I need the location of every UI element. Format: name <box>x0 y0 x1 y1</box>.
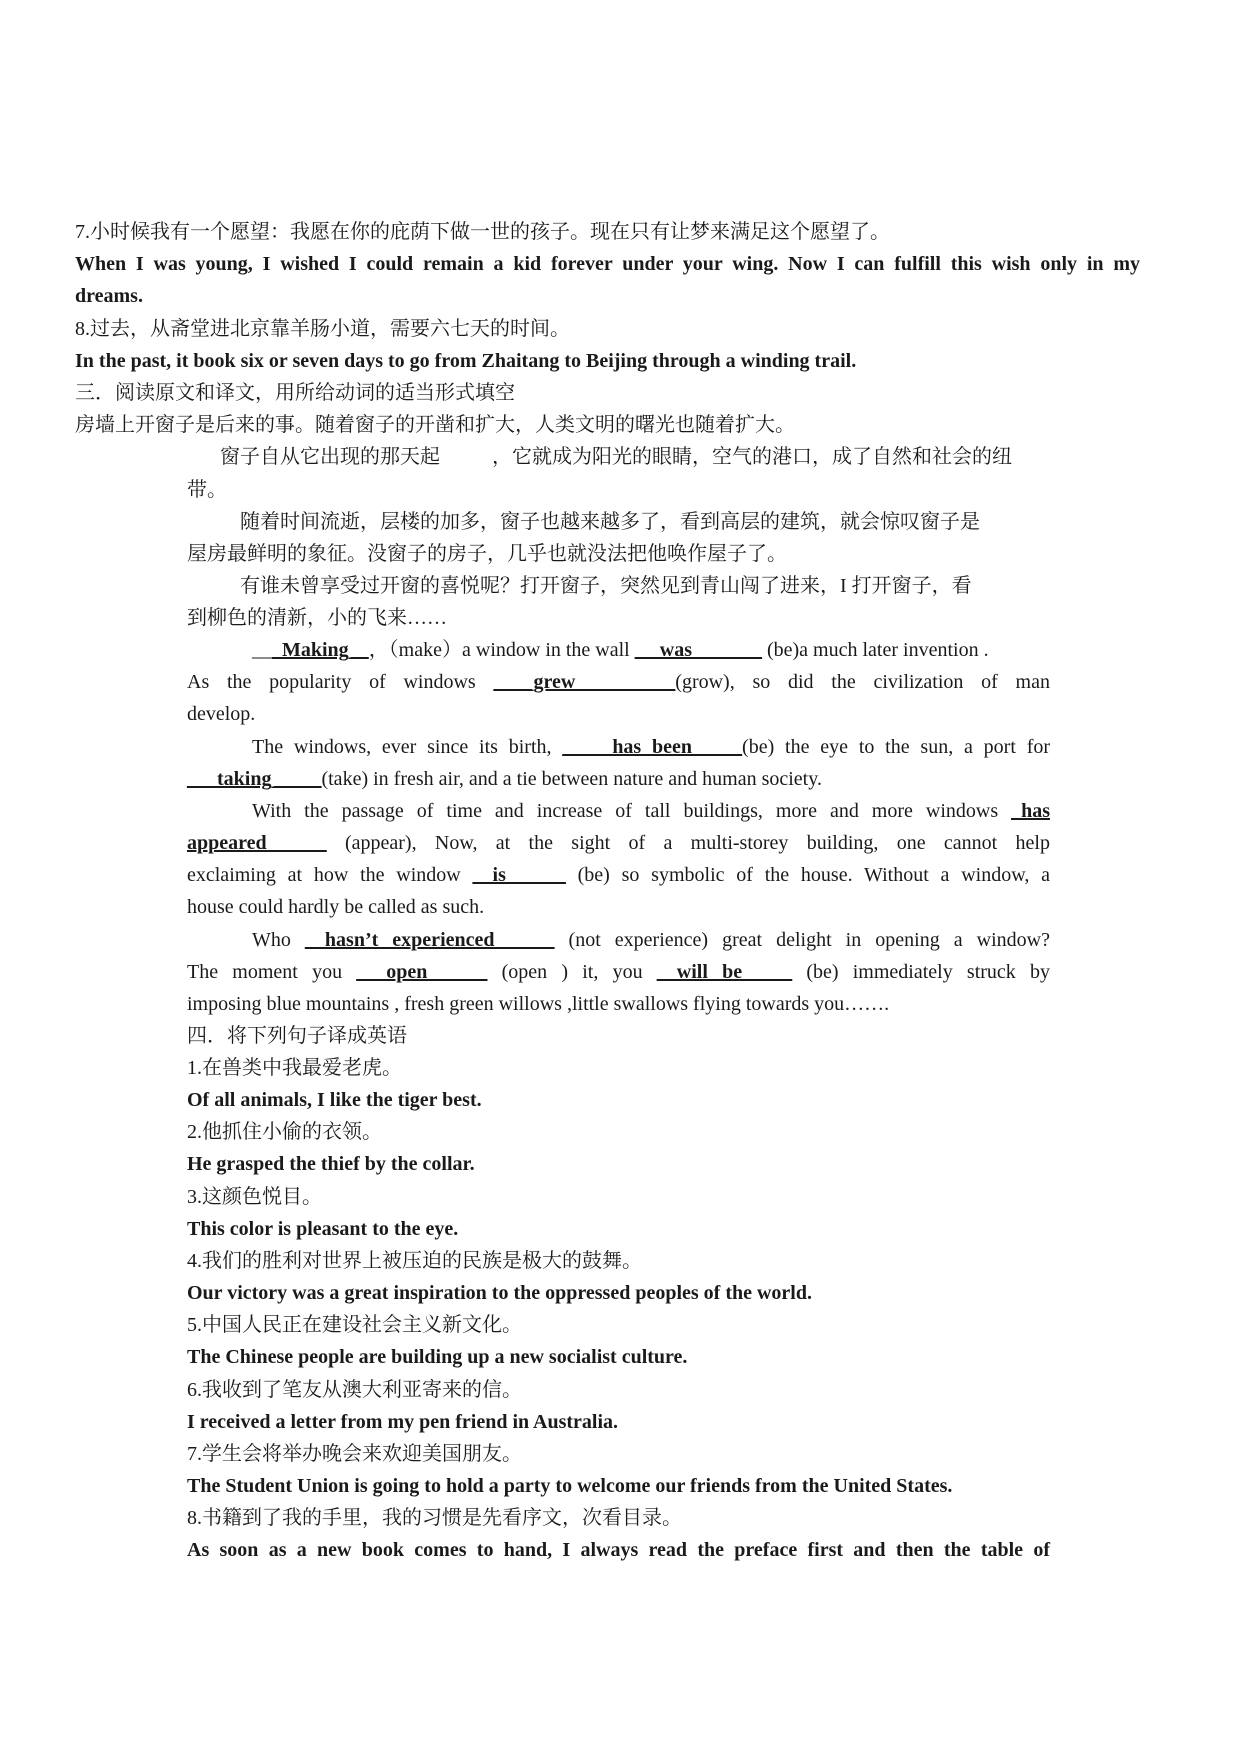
q7-chinese: 7.小时候我有一个愿望：我愿在你的庇荫下做一世的孩子。现在只有让梦来满足这个愿望了。 <box>75 221 890 243</box>
p4-item2-cn: 2.他抓住小偷的衣领。 <box>187 1121 382 1143</box>
p4-item8-cn: 8.书籍到了我的手里，我的习惯是先看序文，次看目录。 <box>187 1507 682 1529</box>
p4-item8-en: As soon as a new book comes to hand, I always read the preface first and then the table of <box>187 1539 1050 1561</box>
p4-item6-en: I received a letter from my pen friend in Australia. <box>187 1411 619 1433</box>
p4-item5-en: The Chinese people are building up a new socialist culture. <box>187 1346 688 1368</box>
part4-heading: 四．将下列句子译成英语 <box>187 1025 407 1047</box>
en-line-10: Who __hasn’t experienced______ (not experience) great delight in opening a window? <box>252 929 1050 951</box>
answer-was: _ _was_______ <box>634 639 762 661</box>
en-line-1: ___Making__，（make）a window in the wall _ _was_______ (be)a much later invention . <box>252 639 989 661</box>
en-line-6: With the passage of time and increase of tall buildings, more and more windows _has <box>252 800 1050 822</box>
answer-has-been: _____has been_____ <box>562 736 743 758</box>
en-line-3: develop. <box>187 703 256 725</box>
answer-making: _Making__ <box>272 639 369 661</box>
p4-item6-cn: 6.我收到了笔友从澳大利亚寄来的信。 <box>187 1379 522 1401</box>
part3-heading: 三．阅读原文和译文，用所给动词的适当形式填空 <box>75 382 515 404</box>
en-line-9: house could hardly be called as such. <box>187 896 485 918</box>
p4-item1-cn: 1.在兽类中我最爱老虎。 <box>187 1057 402 1079</box>
answer-will-be: __will be_____ <box>656 961 793 983</box>
p4-item7-en: The Student Union is going to hold a party to welcome our friends from the United States. <box>187 1475 953 1497</box>
p4-item2-en: He grasped the thief by the collar. <box>187 1153 475 1175</box>
q7-english-line1: When I was young, I wished I could remain a kid forever under your wing. Now I can fulfill this wish only in my <box>75 253 1140 275</box>
answer-open: ___open______ <box>356 961 488 983</box>
en-line-8: exclaiming at how the window __is______ (be) so symbolic of the house. Without a window, a <box>187 864 1050 886</box>
p4-item5-cn: 5.中国人民正在建设社会主义新文化。 <box>187 1314 522 1336</box>
p4-item1-en: Of all animals, I like the tiger best. <box>187 1089 482 1111</box>
answer-grew: ____grew__________ <box>493 671 676 693</box>
answer-hasnt-experienced: __hasn’t experienced______ <box>304 929 555 951</box>
en-line-5: ___taking_____(take) in fresh air, and a tie between nature and human society. <box>187 768 822 790</box>
cn-paragraph-2-line2: 带。 <box>187 479 227 501</box>
cn-paragraph-1: 房墙上开窗子是后来的事。随着窗子的开凿和扩大，人类文明的曙光也随着扩大。 <box>75 414 795 436</box>
answer-taking: ___taking_____ <box>187 768 322 790</box>
cn-paragraph-4-line2: 到柳色的清新，小的飞来…… <box>187 607 447 629</box>
q8-chinese: 8.过去，从斋堂进北京靠羊肠小道，需要六七天的时间。 <box>75 318 570 340</box>
q8-english: In the past, it book six or seven days to go from Zhaitang to Beijing through a winding trail. <box>75 350 857 372</box>
cn-paragraph-4-line1: 有谁未曾享受过开窗的喜悦呢？打开窗子，突然见到青山闯了进来，I 打开窗子，看 <box>240 575 972 597</box>
cn-paragraph-2-line1a: 窗子自从它出现的那天起 <box>220 446 440 468</box>
en-line-7: appeared______ (appear), Now, at the sight of a multi-storey building, one cannot help <box>187 832 1050 854</box>
en-line-12: imposing blue mountains , fresh green willows ,little swallows flying towards you……. <box>187 993 890 1015</box>
answer-has-appeared-part2: appeared______ <box>187 832 327 854</box>
en-line-11: The moment you ___open______ (open ) it, you __will be_____ (be) immediately struck by <box>187 961 1051 983</box>
cn-paragraph-3-line1: 随着时间流逝，层楼的加多，窗子也越来越多了，看到高层的建筑，就会惊叹窗子是 <box>240 511 980 533</box>
cn-paragraph-3-line2: 屋房最鲜明的象征。没窗子的房子，几乎也就没法把他唤作屋子了。 <box>187 543 787 565</box>
en-line-2: As the popularity of windows ____grew__________(grow), so did the civilization of man <box>187 671 1050 693</box>
p4-item4-cn: 4.我们的胜利对世界上被压迫的民族是极大的鼓舞。 <box>187 1250 642 1272</box>
p4-item7-cn: 7.学生会将举办晚会来欢迎美国朋友。 <box>187 1443 522 1465</box>
q7-english-line2: dreams. <box>75 285 143 307</box>
p4-item4-en: Our victory was a great inspiration to the oppressed peoples of the world. <box>187 1282 812 1304</box>
p4-item3-en: This color is pleasant to the eye. <box>187 1218 459 1240</box>
p4-item3-cn: 3.这颜色悦目。 <box>187 1186 322 1208</box>
answer-is: __is______ <box>472 864 566 886</box>
en-line-4: The windows, ever since its birth, _____has been_____(be) the eye to the sun, a port for <box>252 736 1051 758</box>
cn-paragraph-2-line1b: ，它就成为阳光的眼睛，空气的港口，成了自然和社会的纽 <box>492 446 1012 468</box>
answer-has-appeared-part1: _has <box>1011 800 1050 822</box>
